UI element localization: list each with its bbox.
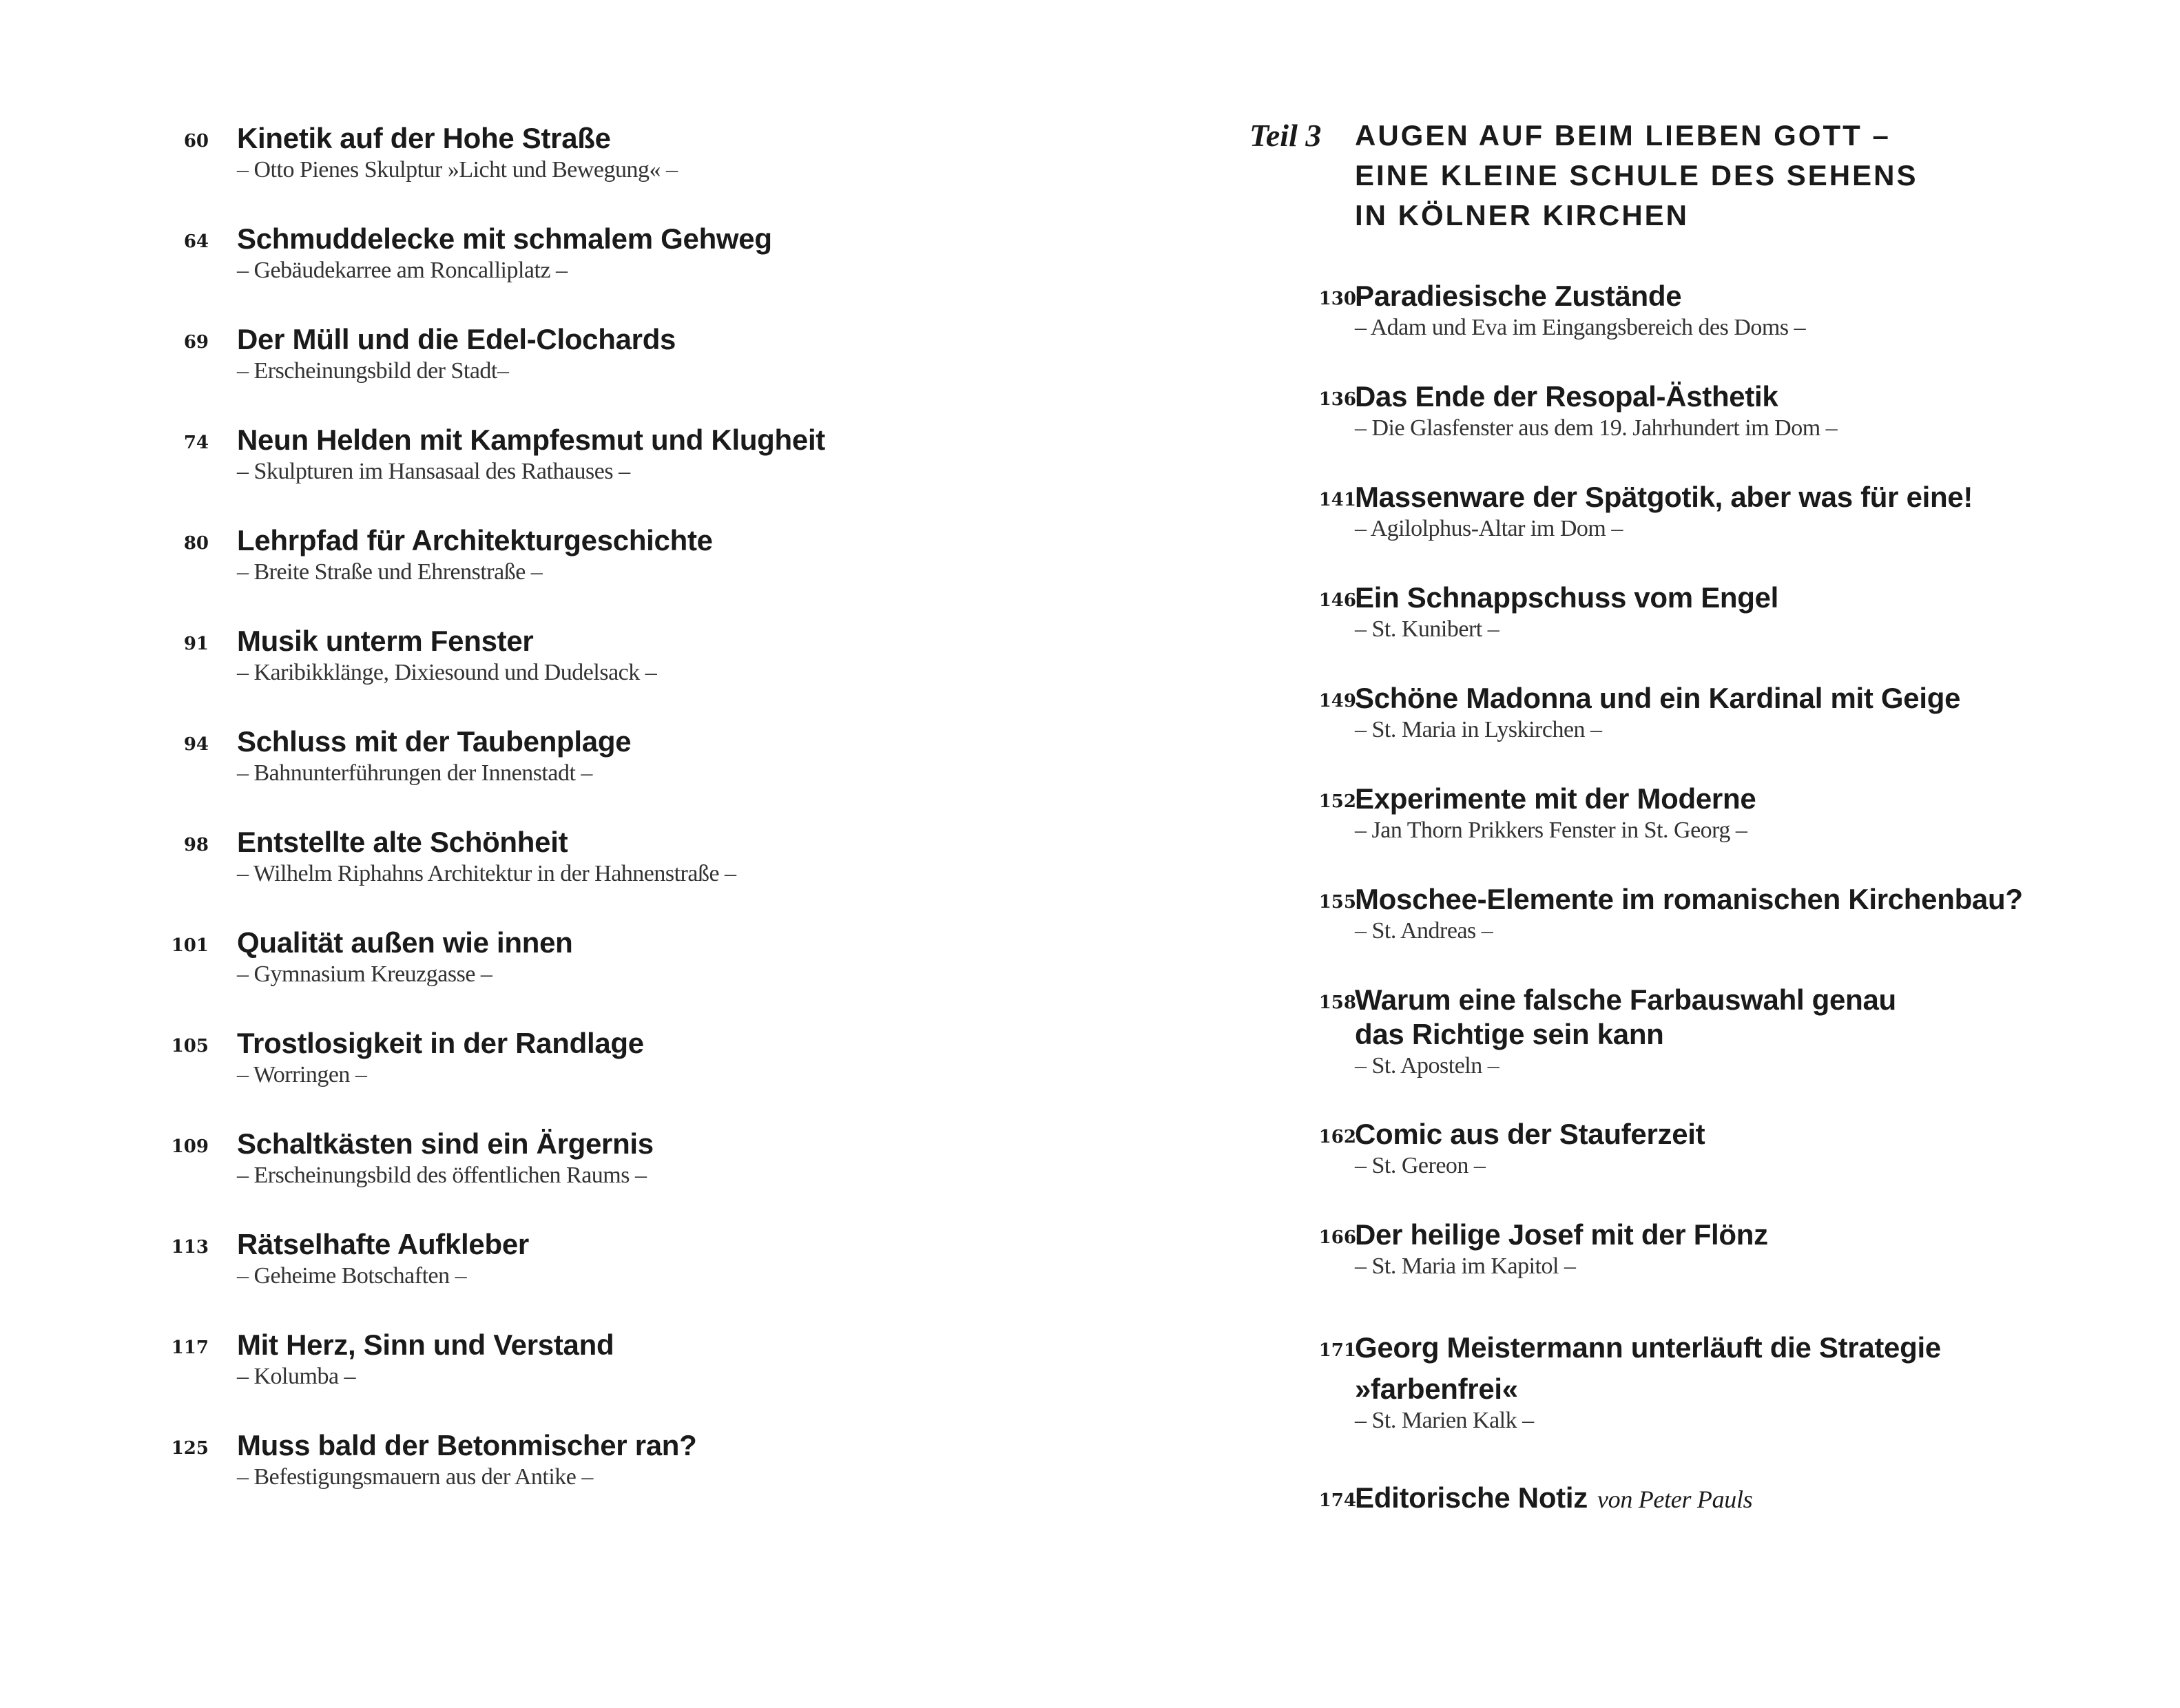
page-number: 155 <box>1318 892 1356 913</box>
toc-entry[interactable] <box>0 423 1033 499</box>
entry-title: Trostlosigkeit in der Randlage <box>237 1027 644 1059</box>
entry-title: Warum eine falsche Farbauswahl genau <box>1355 983 1896 1016</box>
entry-subtitle: – Erscheinungsbild des öffentlichen Raums – <box>237 1163 647 1188</box>
entry-subtitle: – Erscheinungsbild der Stadt– <box>237 358 509 384</box>
toc-entry[interactable] <box>0 725 1033 800</box>
entry-title-line-2: das Richtige sein kann <box>1355 1018 1664 1050</box>
toc-entry[interactable] <box>0 825 1033 901</box>
page-number: 98 <box>183 835 209 855</box>
toc-entry[interactable] <box>0 322 1033 398</box>
toc-entry[interactable] <box>1090 1218 2164 1293</box>
toc-entry[interactable] <box>0 1127 1033 1202</box>
part-heading-line: AUGEN AUF BEIM LIEBEN GOTT – <box>1355 119 1891 152</box>
page-number: 113 <box>171 1237 209 1258</box>
page-number: 64 <box>183 231 209 252</box>
toc-entry[interactable] <box>1090 1331 2164 1448</box>
page-number: 141 <box>1318 490 1356 510</box>
entry-title: Der Müll und die Edel-Clochards <box>237 323 676 355</box>
entry-subtitle: – Worringen – <box>237 1062 367 1087</box>
entry-title-line-2: »farbenfrei« <box>1355 1373 1518 1405</box>
toc-entry[interactable] <box>0 1026 1033 1102</box>
toc-entry[interactable] <box>0 222 1033 298</box>
part-label: Teil 3 <box>1249 118 1322 153</box>
page-number: 130 <box>1318 289 1356 309</box>
entry-byline: von Peter Pauls <box>1597 1486 1753 1513</box>
page-number: 152 <box>1318 791 1356 812</box>
entry-subtitle: – Kolumba – <box>237 1364 356 1389</box>
toc-entry[interactable] <box>1090 681 2164 757</box>
page-number: 105 <box>171 1036 209 1056</box>
entry-subtitle: – Bahnunterführungen der Innenstadt – <box>237 760 592 786</box>
entry-subtitle: – Geheime Botschaften – <box>237 1263 467 1289</box>
entry-subtitle: – St. Kunibert – <box>1355 616 1499 642</box>
toc-entry[interactable] <box>0 1428 1033 1504</box>
page-number: 162 <box>1318 1127 1356 1147</box>
page-number: 69 <box>183 332 209 353</box>
part-heading-line: IN KÖLNER KIRCHEN <box>1355 199 1690 231</box>
entry-title: Schöne Madonna und ein Kardinal mit Geige <box>1355 682 1961 714</box>
entry-title: Musik unterm Fenster <box>237 625 534 657</box>
page-number: 174 <box>1318 1490 1356 1511</box>
toc-entry[interactable] <box>0 1227 1033 1303</box>
entry-title: Rätselhafte Aufkleber <box>237 1228 529 1260</box>
toc-entry[interactable] <box>0 1328 1033 1404</box>
entry-subtitle: – Otto Pienes Skulptur »Licht und Bewegung« – <box>237 157 678 183</box>
entry-subtitle: – Agilolphus-Altar im Dom – <box>1355 516 1623 541</box>
entry-title: Muss bald der Betonmischer ran? <box>237 1429 697 1461</box>
entry-subtitle: – Adam und Eva im Eingangsbereich des Doms – <box>1355 315 1806 340</box>
entry-title: Mit Herz, Sinn und Verstand <box>237 1329 614 1361</box>
entry-title: Comic aus der Stauferzeit <box>1355 1118 1705 1150</box>
entry-title: Schaltkästen sind ein Ärgernis <box>237 1127 654 1160</box>
entry-subtitle: – Karibikklänge, Dixiesound und Dudelsack – <box>237 660 657 685</box>
toc-entry[interactable] <box>0 624 1033 700</box>
part-heading-line: EINE KLEINE SCHULE DES SEHENS <box>1355 159 1918 191</box>
page-number: 101 <box>171 935 209 956</box>
entry-title: Der heilige Josef mit der Flönz <box>1355 1218 1768 1251</box>
page-number: 91 <box>183 634 209 654</box>
entry-title-text: Editorische Notiz <box>1355 1481 1588 1514</box>
entry-title: Schluss mit der Taubenplage <box>237 725 632 758</box>
entry-subtitle: – St. Maria in Lyskirchen – <box>1355 717 1602 742</box>
entry-title: Paradiesische Zustände <box>1355 280 1682 312</box>
entry-subtitle: – St. Marien Kalk – <box>1355 1408 1534 1433</box>
entry-title: Experimente mit der Moderne <box>1355 782 1756 815</box>
entry-subtitle: – St. Gereon – <box>1355 1153 1486 1178</box>
entry-title: Kinetik auf der Hohe Straße <box>237 122 611 154</box>
toc-entry[interactable] <box>1090 882 2164 958</box>
toc-entry[interactable] <box>1090 581 2164 656</box>
entry-subtitle: – St. Andreas – <box>1355 918 1493 944</box>
page-number: 74 <box>183 433 209 453</box>
entry-subtitle: – Die Glasfenster aus dem 19. Jahrhundert im Dom – <box>1355 415 1838 441</box>
page-number: 60 <box>183 131 209 152</box>
page-number: 171 <box>1318 1340 1356 1361</box>
entry-title: Massenware der Spätgotik, aber was für eine! <box>1355 481 1973 513</box>
toc-entry[interactable] <box>1090 782 2164 857</box>
toc-entry[interactable] <box>1090 1117 2164 1193</box>
page-number: 125 <box>171 1438 209 1459</box>
entry-title: Georg Meistermann unterläuft die Strategie <box>1355 1331 1941 1364</box>
entry-subtitle: – St. Maria im Kapitol – <box>1355 1253 1576 1279</box>
entry-subtitle: – Wilhelm Riphahns Architektur in der Hahnenstraße – <box>237 861 736 886</box>
entry-subtitle: – Gebäudekarree am Roncalliplatz – <box>237 258 568 283</box>
entry-title: Entstellte alte Schönheit <box>237 826 568 858</box>
entry-subtitle: – Breite Straße und Ehrenstraße – <box>237 559 543 585</box>
part-heading <box>1355 116 1918 236</box>
page-number: 166 <box>1318 1227 1356 1248</box>
entry-title: Schmuddelecke mit schmalem Gehweg <box>237 222 772 255</box>
toc-entry[interactable] <box>1090 279 2164 355</box>
entry-subtitle: – Jan Thorn Prikkers Fenster in St. Georg – <box>1355 817 1747 843</box>
toc-entry[interactable] <box>0 121 1033 197</box>
entry-title: Qualität außen wie innen <box>237 926 573 959</box>
toc-entry[interactable] <box>1090 983 2164 1093</box>
page-number: 109 <box>171 1136 209 1157</box>
toc-entry[interactable] <box>1090 379 2164 455</box>
entry-subtitle: – St. Aposteln – <box>1355 1053 1499 1079</box>
toc-entry[interactable] <box>1090 1481 2164 1522</box>
toc-entry[interactable] <box>1090 480 2164 556</box>
toc-entry[interactable] <box>0 523 1033 599</box>
right-page <box>1090 0 2180 1708</box>
page-number: 94 <box>183 734 209 755</box>
entry-subtitle: – Skulpturen im Hansasaal des Rathauses – <box>237 459 630 484</box>
page-number: 117 <box>171 1337 209 1358</box>
entry-title: Das Ende der Resopal-Ästhetik <box>1355 380 1778 413</box>
entry-title: Ein Schnappschuss vom Engel <box>1355 581 1779 614</box>
entry-title: Lehrpfad für Architekturgeschichte <box>237 524 713 556</box>
page-number: 158 <box>1318 992 1356 1013</box>
page-number: 146 <box>1318 590 1356 611</box>
entry-subtitle: – Gymnasium Kreuzgasse – <box>237 961 492 987</box>
entry-subtitle: – Befestigungsmauern aus der Antike – <box>237 1464 593 1490</box>
page-number: 149 <box>1318 691 1356 711</box>
entry-title: Moschee-Elemente im romanischen Kirchenbau? <box>1355 883 2023 915</box>
entry-title <box>1355 1481 1752 1517</box>
toc-entry[interactable] <box>0 926 1033 1001</box>
page-number: 136 <box>1318 389 1356 410</box>
page-number: 80 <box>183 533 209 554</box>
entry-title: Neun Helden mit Kampfesmut und Klugheit <box>237 424 825 456</box>
